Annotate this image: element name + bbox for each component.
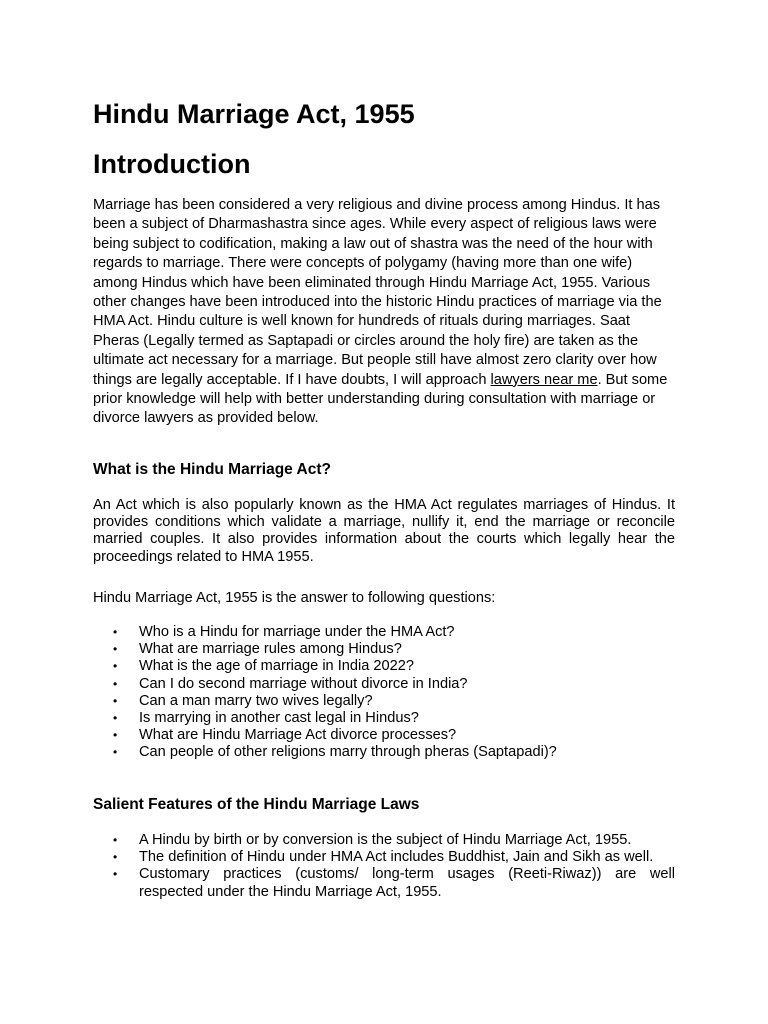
section-heading-what-is-hma: What is the Hindu Marriage Act? <box>93 461 331 478</box>
question-item <box>93 727 675 744</box>
bullet-icon: • <box>113 711 118 726</box>
features-list <box>93 832 675 901</box>
intro-heading: Introduction <box>93 149 251 179</box>
intro-text-start: Marriage has been considered a very religious and divine process among Hindus. It has been a subject of Dharmashastra since ages. While every aspect of religious laws were being subject to codification, making a law out of shastra was the need of the hour with regards to marriage. There were concepts of polygamy (having more than one wife) among Hindus which have been eliminated through Hindu Marriage Act, 1955. Various other changes have been introduced into the historic Hindu practices of marriage via the HMA Act. Hindu culture is well known for hundreds of rituals during marriages. Saat Pheras (Legally termed as Saptapadi or circles around the holy fire) are taken as the ultimate act necessary for a marriage. But people still have almost zero clarity over how things are legally acceptable. If I have doubts, I will approach <box>93 197 662 388</box>
question-item-text: Can a man marry two wives legally? <box>139 692 373 709</box>
intro-paragraph <box>93 196 675 429</box>
question-item-text: What is the age of marriage in India 2022? <box>139 658 415 675</box>
lawyers-near-me-link[interactable]: lawyers near me <box>490 371 598 388</box>
intro-text-end: . But some prior knowledge will help with better understanding during consultation with marriage or divorce lawyers as provided below. <box>93 371 668 427</box>
question-item <box>93 693 675 710</box>
questions-list <box>93 624 675 762</box>
feature-item-text: A Hindu by birth or by conversion is the subject of Hindu Marriage Act, 1955. <box>139 832 632 848</box>
bullet-icon: • <box>113 642 118 657</box>
feature-item <box>93 832 675 849</box>
question-item <box>93 710 675 727</box>
question-item-text: Can I do second marriage without divorce in India? <box>139 675 468 692</box>
question-item <box>93 744 675 761</box>
question-item-text: Can people of other religions marry through pheras (Saptapadi)? <box>139 744 557 761</box>
feature-item-text: The definition of Hindu under HMA Act includes Buddhist, Jain and Sikh as well. <box>139 849 654 866</box>
question-item-text: Who is a Hindu for marriage under the HMA Act? <box>139 624 455 640</box>
document-title: Hindu Marriage Act, 1955 <box>93 99 415 129</box>
bullet-icon: • <box>113 833 118 847</box>
section-heading-salient-features: Salient Features of the Hindu Marriage Laws <box>93 796 420 813</box>
bullet-icon: • <box>113 728 118 743</box>
question-item-text: What are marriage rules among Hindus? <box>139 641 402 658</box>
bullet-icon: • <box>113 745 118 760</box>
question-item <box>93 624 675 641</box>
bullet-icon: • <box>113 850 118 865</box>
question-item <box>93 641 675 658</box>
bullet-icon: • <box>113 693 118 708</box>
question-item-text: What are Hindu Marriage Act divorce processes? <box>139 727 457 744</box>
feature-item <box>93 866 675 900</box>
section-paragraph-what-is-hma: An Act which is also popularly known as the HMA Act regulates marriages of Hindus. It provides conditions which validate a marriage, nullify it, end the marriage or reconcile married couples. It also provides information about the courts which legally hear the proceedings related to HMA 1955. <box>93 497 675 565</box>
bullet-icon: • <box>113 659 118 674</box>
bullet-icon: • <box>113 625 118 639</box>
question-item <box>93 658 675 675</box>
question-item-text: Is marrying in another cast legal in Hindus? <box>139 710 419 727</box>
bullet-icon: • <box>113 867 118 882</box>
bullet-icon: • <box>113 676 118 691</box>
questions-lead: Hindu Marriage Act, 1955 is the answer to following questions: <box>93 590 496 606</box>
feature-item <box>93 849 675 866</box>
question-item <box>93 676 675 693</box>
feature-item-text: Customary practices (customs/ long-term usages (Reeti-Riwaz)) are well respected under the Hindu Marriage Act, 1955. <box>139 866 675 900</box>
